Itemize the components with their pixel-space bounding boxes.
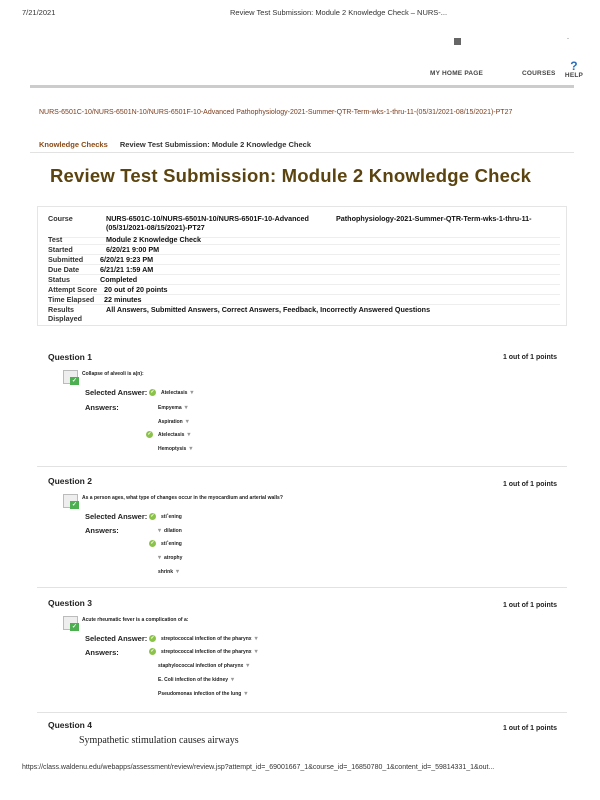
question-title: Question 2	[48, 476, 92, 486]
page-title: Review Test Submission: Module 2 Knowledge Check	[50, 165, 532, 186]
correct-check-icon: ✓	[147, 431, 152, 437]
question-divider	[37, 466, 567, 467]
checkmark-icon: ✓	[71, 502, 78, 508]
answer-text: Aspiration	[158, 418, 183, 425]
question-4	[37, 720, 567, 732]
summary-value: 22 minutes	[104, 295, 142, 304]
answer-option	[158, 527, 182, 534]
summary-row-status	[48, 275, 560, 285]
answer-option	[149, 648, 258, 655]
question-text: Acute rheumatic fever is a complication of a:	[82, 617, 189, 623]
question-1	[37, 352, 567, 467]
answer-text: Empyema	[158, 404, 182, 411]
summary-row-results	[48, 305, 560, 325]
nav-courses[interactable]: COURSES	[522, 70, 556, 77]
answer-text: Pseudomonas infection of the lung	[158, 690, 242, 697]
question-text: Collapse of alveoli is a(n):	[82, 371, 144, 377]
answer-option	[158, 690, 247, 697]
summary-value: 6/21/21 1:59 AM	[100, 265, 154, 274]
question-divider	[37, 587, 567, 588]
feedback-icon[interactable]: ▾	[254, 636, 258, 642]
question-text: As a person ages, what type of changes occur in the myocardium and arterial walls?	[82, 495, 283, 501]
summary-label: Results	[48, 305, 74, 314]
print-footer-url: https://class.waldenu.edu/webapps/assessment/review/review.jsp?attempt_id=_69001667_1&course_id=_16850780_1&content_id=_59814331_1&out...	[22, 764, 495, 771]
question-3	[37, 598, 567, 708]
question-title: Question 3	[48, 598, 92, 608]
summary-label: Status	[48, 275, 70, 284]
question-title: Question 1	[48, 352, 92, 362]
feedback-icon[interactable]: ▾	[158, 555, 162, 561]
feedback-icon[interactable]: ▾	[231, 677, 235, 683]
summary-value: Pathophysiology-2021-Summer-QTR-Term-wks-1-thru-11-	[336, 214, 532, 223]
summary-label: Submitted	[48, 255, 84, 264]
summary-label: Displayed	[48, 314, 82, 323]
question-points: 1 out of 1 points	[502, 354, 557, 361]
correct-check-icon: ✓	[150, 389, 155, 395]
question-title: Question 4	[48, 720, 92, 730]
breadcrumb-divider	[30, 152, 574, 153]
selected-answer	[149, 513, 182, 520]
summary-label: Attempt Score	[48, 285, 98, 294]
answers-label: Answers:	[85, 526, 119, 535]
summary-value: 20 out of 20 points	[104, 285, 168, 294]
summary-label: Due Date	[48, 265, 80, 274]
feedback-icon[interactable]: ▾	[184, 405, 188, 411]
topbar-dash: -	[567, 36, 569, 42]
summary-row-due-date	[48, 265, 560, 275]
answer-text: Hemoptysis	[158, 445, 187, 452]
answer-option	[158, 662, 249, 669]
summary-label: Time Elapsed	[48, 295, 95, 304]
selected-answer	[149, 635, 258, 642]
answers-label: Answers:	[85, 403, 119, 412]
question-points: 1 out of 1 points	[502, 481, 557, 488]
correct-check-icon: ✓	[150, 635, 155, 641]
nav-help-label: HELP	[564, 72, 584, 79]
answer-option	[158, 445, 192, 452]
correct-check-icon: ✓	[150, 513, 155, 519]
correct-answer-icon	[63, 494, 78, 508]
feedback-icon[interactable]: ▾	[246, 663, 250, 669]
selected-answer	[149, 389, 193, 396]
summary-label: Started	[48, 245, 73, 254]
answer-text: staphylococcal infection of pharynx	[158, 662, 244, 669]
summary-value: Completed	[100, 275, 138, 284]
correct-check-icon: ✓	[150, 540, 155, 546]
correct-check-icon: ✓	[150, 648, 155, 654]
summary-row-test	[48, 235, 560, 245]
course-breadcrumb[interactable]: NURS-6501C-10/NURS-6501N-10/NURS-6501F-10-Advanced Pathophysiology-2021-Summer-QTR-Term-wks-1-thru-11-(05/31/2021-08/15/2021)-PT27	[39, 109, 513, 116]
answer-text: dilation	[164, 527, 182, 534]
summary-row-started	[48, 245, 560, 255]
answer-text: atrophy	[164, 554, 183, 561]
feedback-icon[interactable]: ▾	[189, 446, 193, 452]
checkmark-icon: ✓	[71, 624, 78, 630]
answer-option	[158, 404, 188, 411]
selected-answer-label: Selected Answer:	[85, 388, 148, 397]
print-page-title: Review Test Submission: Module 2 Knowledge Check – NURS-...	[230, 8, 448, 17]
feedback-icon[interactable]: ▾	[254, 649, 258, 655]
summary-label: Test	[48, 235, 63, 244]
answer-text: streptococcal infection of the pharynx	[161, 648, 252, 655]
question-2	[37, 476, 567, 586]
nav-my-home-page[interactable]: MY HOME PAGE	[430, 70, 484, 77]
answer-text: sti˚ening	[161, 540, 182, 547]
answer-text: shrink	[158, 568, 174, 575]
user-avatar-icon[interactable]	[454, 38, 461, 45]
question-divider	[37, 712, 567, 713]
feedback-icon[interactable]: ▾	[244, 691, 248, 697]
feedback-icon[interactable]: ▾	[190, 390, 194, 396]
breadcrumb-knowledge-checks[interactable]: Knowledge Checks	[39, 140, 108, 149]
help-icon: ?	[570, 59, 578, 73]
feedback-icon[interactable]: ▾	[176, 569, 180, 575]
answer-text: E. Coli infection of the kidney	[158, 676, 229, 683]
question-points: 1 out of 1 points	[502, 725, 557, 732]
answer-option	[158, 568, 179, 575]
feedback-icon[interactable]: ▾	[158, 528, 162, 534]
summary-value: (05/31/2021-08/15/2021)-PT27	[106, 223, 205, 232]
checkmark-icon: ✓	[71, 378, 78, 384]
correct-answer-icon	[63, 616, 78, 630]
answer-option	[158, 554, 182, 561]
breadcrumb	[39, 140, 311, 149]
answer-option	[158, 418, 189, 425]
print-header	[0, 0, 600, 22]
feedback-icon[interactable]: ▾	[187, 432, 191, 438]
summary-label: Course	[48, 214, 73, 223]
summary-value: Module 2 Knowledge Check	[106, 235, 202, 244]
print-date: 7/21/2021	[22, 8, 56, 17]
answer-option	[158, 676, 234, 683]
summary-row-time-elapsed	[48, 295, 560, 305]
summary-value: All Answers, Submitted Answers, Correct Answers, Feedback, Incorrectly Answered Questions	[106, 305, 431, 314]
feedback-icon[interactable]: ▾	[185, 419, 189, 425]
answer-option	[149, 540, 182, 547]
selected-answer-label: Selected Answer:	[85, 634, 148, 643]
top-navigation-bar	[30, 36, 584, 88]
question-points: 1 out of 1 points	[502, 602, 557, 609]
selected-answer-label: Selected Answer:	[85, 512, 148, 521]
answers-label: Answers:	[85, 648, 119, 657]
answer-text: streptococcal infection of the pharynx	[161, 635, 252, 642]
summary-value: 6/20/21 9:23 PM	[100, 255, 154, 264]
summary-value: NURS-6501C-10/NURS-6501N-10/NURS-6501F-10-Advanced	[106, 214, 309, 223]
summary-row-submitted	[48, 255, 560, 265]
breadcrumb-current: Review Test Submission: Module 2 Knowledge Check	[119, 140, 312, 149]
answer-option	[146, 431, 190, 438]
answer-text: Atelectasis	[161, 389, 188, 396]
submission-summary-table	[37, 206, 567, 326]
question-text: Sympathetic stimulation causes airways	[79, 735, 239, 746]
answer-text: Atelectasis	[158, 431, 185, 438]
nav-help[interactable]	[562, 61, 586, 79]
summary-value: 6/20/21 9:00 PM	[106, 245, 160, 254]
answer-text: sti˚ening	[161, 513, 182, 520]
correct-answer-icon	[63, 370, 78, 384]
summary-row-attempt-score	[48, 285, 560, 295]
